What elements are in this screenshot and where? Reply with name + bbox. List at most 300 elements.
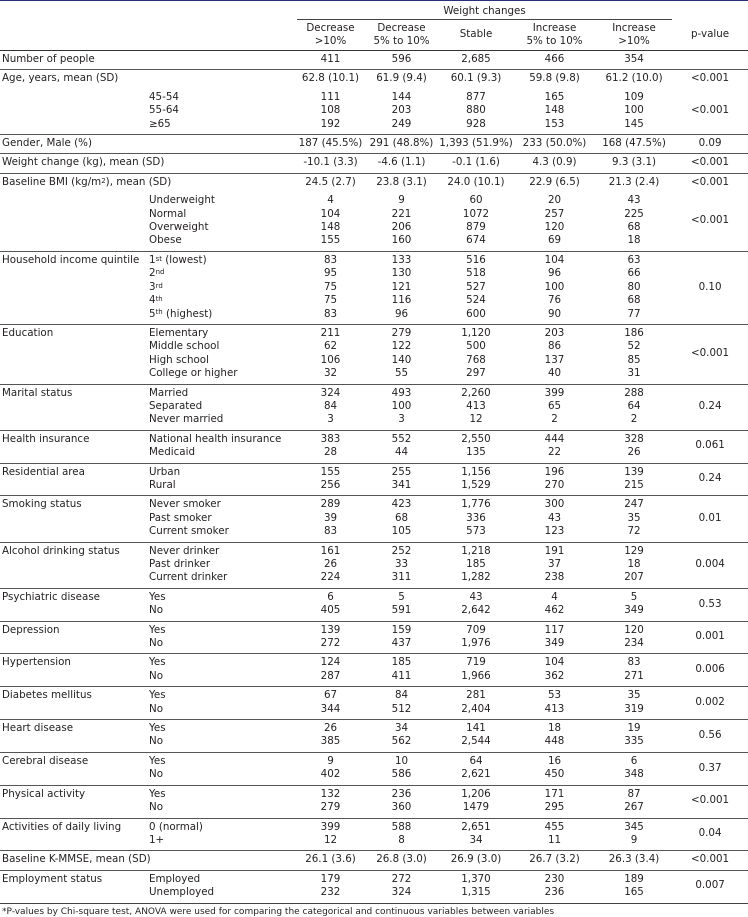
value: 289 [320, 498, 341, 511]
value-cell [596, 752, 672, 785]
value: 83 [323, 307, 338, 320]
value: 185 [466, 558, 486, 570]
table-row [0, 654, 748, 687]
value-cell [596, 324, 672, 384]
value: 2,642 [461, 604, 491, 617]
category-label: No [149, 768, 164, 781]
value-cell [439, 70, 513, 89]
p-value-cell: 0.09 [672, 135, 748, 154]
value: 344 [320, 702, 341, 715]
value: 221 [391, 207, 412, 220]
value: 96 [547, 267, 562, 280]
value: 72 [627, 525, 641, 538]
value: 31 [627, 367, 641, 380]
value-cell [513, 51, 596, 70]
value: 1,206 [461, 787, 491, 800]
category-label: Married [149, 386, 189, 399]
value: 399 [320, 820, 341, 833]
value: 77 [627, 307, 641, 320]
value: 159 [391, 623, 412, 636]
value: 75 [323, 280, 338, 293]
value-cell [596, 496, 672, 542]
value: 85 [627, 353, 641, 366]
value: 279 [391, 326, 412, 339]
value: 600 [466, 307, 486, 320]
value: 674 [466, 234, 486, 247]
value-cell [513, 135, 596, 154]
p-value-cell: <0.001 [691, 214, 730, 227]
value-cell [439, 324, 513, 384]
table-row [0, 70, 748, 89]
value: 413 [544, 702, 565, 715]
p-value-cell: 0.006 [672, 654, 748, 687]
value-cell [596, 70, 672, 89]
value: 61.2 (10.0) [605, 72, 663, 85]
value: 43 [547, 511, 562, 524]
row-label: Employment status [0, 870, 147, 903]
value: 9 [398, 194, 405, 207]
value-cell [364, 173, 439, 192]
value: 104 [544, 656, 565, 669]
value: 267 [624, 801, 644, 814]
category-label: 45-54 [149, 90, 179, 103]
value: 877 [466, 90, 486, 103]
category-label: Yes [149, 787, 166, 800]
value: 108 [320, 104, 341, 117]
value: -4.6 (1.1) [377, 156, 426, 169]
value-cell [297, 51, 364, 70]
category-label: 1st (lowest) [149, 253, 207, 266]
value: 719 [466, 656, 486, 669]
value-cell [297, 384, 364, 430]
value-cell [297, 70, 364, 89]
value: 129 [624, 544, 644, 557]
value: 349 [544, 637, 565, 650]
value: 291 (48.8%) [369, 137, 434, 150]
category-labels [147, 621, 297, 654]
value: 148 [320, 221, 341, 234]
value: 257 [544, 207, 565, 220]
value: 60.1 (9.3) [450, 72, 502, 85]
table-row [0, 463, 748, 496]
value-cell [513, 588, 596, 621]
category-labels [147, 251, 297, 324]
value-cell [513, 654, 596, 687]
value: 462 [544, 604, 565, 617]
category-labels [147, 720, 297, 753]
category-label: Overweight [149, 221, 209, 234]
value-cell [439, 51, 513, 70]
value-cell [297, 752, 364, 785]
value-cell [596, 621, 672, 654]
value-cell [513, 687, 596, 720]
value-cell [513, 430, 596, 463]
value: 124 [320, 656, 341, 669]
value: 295 [544, 801, 565, 814]
value: 122 [391, 340, 412, 353]
value: 189 [624, 872, 644, 885]
value: 385 [320, 735, 341, 748]
p-value-cell: <0.001 [672, 70, 748, 89]
value-cell [513, 192, 596, 251]
value: 83 [323, 525, 338, 538]
row-label: Physical activity [0, 785, 147, 818]
p-value-cell: 0.001 [672, 621, 748, 654]
value-cell [297, 542, 364, 588]
value-cell [596, 588, 672, 621]
value: 354 [624, 53, 644, 65]
value-cell [439, 720, 513, 753]
value: 270 [544, 478, 565, 491]
value: 466 [544, 53, 565, 65]
row-label: Psychiatric disease [0, 588, 147, 621]
value: 10 [394, 754, 409, 767]
value: 62.8 (10.1) [301, 72, 360, 85]
row-label [0, 192, 147, 251]
value-cell [513, 324, 596, 384]
value-cell [439, 621, 513, 654]
value: 80 [627, 280, 641, 293]
value: 165 [624, 886, 644, 899]
value: 225 [624, 207, 644, 220]
value-cell [297, 720, 364, 753]
value: 153 [544, 117, 565, 130]
value: 22.9 (6.5) [529, 175, 580, 188]
value: 26.7 (3.2) [529, 853, 580, 866]
value-cell [513, 251, 596, 324]
value-cell [364, 785, 439, 818]
category-labels [147, 752, 297, 785]
category-label: Urban [149, 465, 181, 478]
value: 2,404 [461, 702, 491, 715]
value-cell [596, 384, 672, 430]
value-cell [297, 851, 364, 870]
value: 1,156 [461, 465, 491, 478]
row-label: Activities of daily living [0, 818, 147, 851]
p-value-cell: 0.061 [672, 430, 748, 463]
value: 26 [627, 446, 641, 459]
value-cell [513, 851, 596, 870]
value: 32 [323, 367, 338, 380]
value: 34 [469, 833, 483, 846]
value-cell [596, 687, 672, 720]
value: 130 [391, 267, 412, 280]
value: 83 [323, 253, 338, 266]
value: 76 [547, 294, 562, 307]
row-label: Depression [0, 621, 147, 654]
value: 104 [544, 253, 565, 266]
value-cell [297, 154, 364, 173]
value: 272 [391, 872, 412, 885]
value: 68 [627, 294, 641, 307]
table-row [0, 588, 748, 621]
category-label: Yes [149, 656, 166, 669]
category-label: Underweight [149, 194, 215, 207]
value: 297 [466, 367, 486, 380]
value: 879 [466, 221, 486, 234]
value: 35 [627, 689, 641, 702]
value: 413 [466, 399, 486, 412]
category-label: Separated [149, 399, 203, 412]
value-cell [596, 192, 672, 251]
value: 341 [391, 478, 412, 491]
value: 234 [624, 637, 644, 650]
p-value-cell: <0.001 [672, 173, 748, 192]
category-label: Current drinker [149, 571, 228, 584]
value-cell [364, 89, 439, 135]
value: 328 [624, 432, 644, 445]
value-cell [364, 621, 439, 654]
category-labels [147, 430, 297, 463]
value: 44 [394, 446, 409, 459]
table-row [0, 785, 748, 818]
value: 26.8 (3.0) [376, 853, 427, 866]
category-label: Unemployed [149, 886, 215, 899]
category-label: 5th (highest) [149, 307, 213, 320]
value: 53 [547, 689, 562, 702]
value-cell [364, 870, 439, 903]
value: 155 [320, 465, 341, 478]
value-cell [439, 496, 513, 542]
value: 33 [394, 558, 409, 570]
value: 90 [547, 307, 562, 320]
value: 516 [466, 253, 486, 266]
value: 399 [544, 386, 565, 399]
value-cell [364, 496, 439, 542]
value-cell [297, 192, 364, 251]
col-header-decrease-5-10: Decrease 5% to 10% [373, 21, 430, 47]
table-row [0, 251, 748, 324]
value: 450 [544, 768, 565, 781]
category-labels [147, 785, 297, 818]
table-row [0, 51, 748, 70]
value: 288 [624, 386, 644, 399]
value: 348 [624, 768, 644, 781]
row-label: Residential area [0, 463, 147, 496]
value-cell [364, 154, 439, 173]
value: 18 [627, 558, 641, 570]
value-cell [513, 154, 596, 173]
value: 335 [624, 735, 644, 748]
value: 20 [547, 194, 562, 207]
value-cell [513, 870, 596, 903]
p-value-cell: 0.24 [672, 384, 748, 430]
p-value-cell: <0.001 [672, 154, 748, 173]
category-labels [147, 870, 297, 903]
table-row [0, 192, 748, 251]
value-cell [513, 463, 596, 496]
value: 84 [323, 399, 338, 412]
value-cell [364, 70, 439, 89]
value: 40 [547, 367, 562, 380]
value: 2,260 [461, 386, 491, 399]
value: 1072 [462, 207, 490, 220]
p-value-cell: 0.37 [672, 752, 748, 785]
value: 349 [624, 604, 644, 617]
category-labels [147, 818, 297, 851]
table-row [0, 621, 748, 654]
value: 272 [320, 637, 341, 650]
value: 9 [630, 833, 638, 846]
value: 3 [327, 413, 334, 426]
value: 1,976 [461, 637, 491, 650]
value: 64 [627, 399, 641, 412]
p-value-cell [672, 51, 748, 70]
value: 1,315 [461, 886, 491, 899]
value: 2 [630, 413, 638, 426]
col-header-increase-5-10: Increase 5% to 10% [526, 21, 583, 47]
p-value-cell: 0.002 [672, 687, 748, 720]
p-value-cell: <0.001 [672, 785, 748, 818]
value: 120 [624, 623, 644, 636]
value: 12 [469, 413, 483, 426]
value: 61.9 (9.4) [376, 72, 427, 85]
value: 186 [624, 326, 644, 339]
value: 9.3 (3.1) [612, 156, 657, 169]
category-label: Middle school [149, 340, 220, 353]
value: 141 [466, 722, 486, 735]
value: 100 [391, 399, 412, 412]
value: 68 [394, 511, 409, 524]
table-row [0, 720, 748, 753]
value: 39 [323, 511, 338, 524]
value: 236 [391, 787, 412, 800]
value: 26 [323, 558, 338, 570]
table-row [0, 687, 748, 720]
row-label: Health insurance [0, 430, 147, 463]
value: 185 [391, 656, 412, 669]
value: 37 [547, 558, 562, 570]
value: 1,370 [461, 872, 491, 885]
value: 207 [624, 571, 644, 584]
value: 192 [320, 117, 341, 130]
category-label: ≥65 [149, 117, 171, 130]
value-cell [297, 818, 364, 851]
value: 64 [469, 754, 483, 767]
col-header-increase-10: Increase >10% [612, 21, 656, 47]
value-cell [364, 384, 439, 430]
value: -0.1 (1.6) [452, 156, 500, 169]
category-label: Medicaid [149, 446, 195, 459]
value-cell [297, 89, 364, 135]
value-cell [364, 687, 439, 720]
value: 187 (45.5%) [298, 137, 363, 150]
value: 68 [627, 221, 641, 234]
value: 95 [323, 267, 338, 280]
category-label: 0 (normal) [149, 820, 203, 833]
category-label: No [149, 637, 164, 650]
value: 500 [466, 340, 486, 353]
value: 6 [630, 754, 638, 767]
row-label: Smoking status [0, 496, 147, 542]
table-footnote: *P-values by Chi-square test, ANOVA were used for comparing the categorical and continuous variables between variables [2, 907, 555, 917]
category-label: No [149, 669, 164, 682]
value: 104 [320, 207, 341, 220]
col-header-decrease-10: Decrease >10% [306, 21, 355, 47]
value-cell [297, 687, 364, 720]
p-value-cell: 0.10 [672, 251, 748, 324]
category-labels [147, 654, 297, 687]
category-label: Current smoker [149, 525, 229, 538]
value: 345 [624, 820, 644, 833]
value-cell [364, 430, 439, 463]
value: 591 [391, 604, 412, 617]
category-labels [147, 542, 297, 588]
row-label: Number of people [0, 51, 297, 70]
value: 165 [544, 90, 565, 103]
value-cell [596, 870, 672, 903]
value-cell [596, 154, 672, 173]
value: 196 [544, 465, 565, 478]
value: 1,966 [461, 669, 491, 682]
value: 109 [624, 90, 644, 103]
category-label: Yes [149, 722, 166, 735]
value: 411 [391, 669, 412, 682]
value: 360 [391, 801, 412, 814]
p-value-cell: 0.24 [672, 463, 748, 496]
value: 2,685 [461, 53, 491, 65]
value: 62 [323, 340, 338, 353]
value-cell [439, 251, 513, 324]
value: 2,651 [461, 820, 491, 833]
row-label: Marital status [0, 384, 147, 430]
value: 562 [391, 735, 412, 748]
value: 232 [320, 886, 341, 899]
value-cell [297, 870, 364, 903]
value-cell [439, 384, 513, 430]
value: 2,544 [461, 735, 491, 748]
value-cell [596, 463, 672, 496]
value-cell [513, 720, 596, 753]
row-label: Heart disease [0, 720, 147, 753]
p-value-cell: <0.001 [672, 324, 748, 384]
row-label: Gender, Male (%) [0, 135, 297, 154]
value: 120 [544, 221, 565, 234]
value: 179 [320, 872, 341, 885]
category-label: Never married [149, 413, 224, 426]
category-label: Past smoker [149, 511, 212, 524]
category-labels [147, 384, 297, 430]
value: 4 [327, 194, 334, 207]
value-cell [297, 785, 364, 818]
value: 18 [547, 722, 562, 735]
value: 1,393 (51.9%) [439, 137, 513, 150]
value-cell [364, 720, 439, 753]
value: 86 [547, 340, 562, 353]
value: 2 [551, 413, 558, 426]
value: 224 [320, 571, 341, 584]
category-labels [147, 463, 297, 496]
value: 247 [624, 498, 644, 511]
value-cell [513, 173, 596, 192]
table-row [0, 173, 748, 192]
value: 768 [466, 353, 486, 366]
value: 24.5 (2.7) [305, 175, 356, 188]
value: 140 [391, 353, 412, 366]
value-cell [364, 654, 439, 687]
value-cell [513, 70, 596, 89]
value: 709 [466, 623, 486, 636]
value-cell [596, 818, 672, 851]
category-label: 4th [149, 294, 163, 307]
row-label: Diabetes mellitus [0, 687, 147, 720]
value: 6 [327, 590, 334, 603]
value: 437 [391, 637, 412, 650]
value-cell [596, 430, 672, 463]
value: 69 [547, 234, 562, 247]
category-label: Yes [149, 754, 166, 767]
value: 324 [391, 886, 412, 899]
